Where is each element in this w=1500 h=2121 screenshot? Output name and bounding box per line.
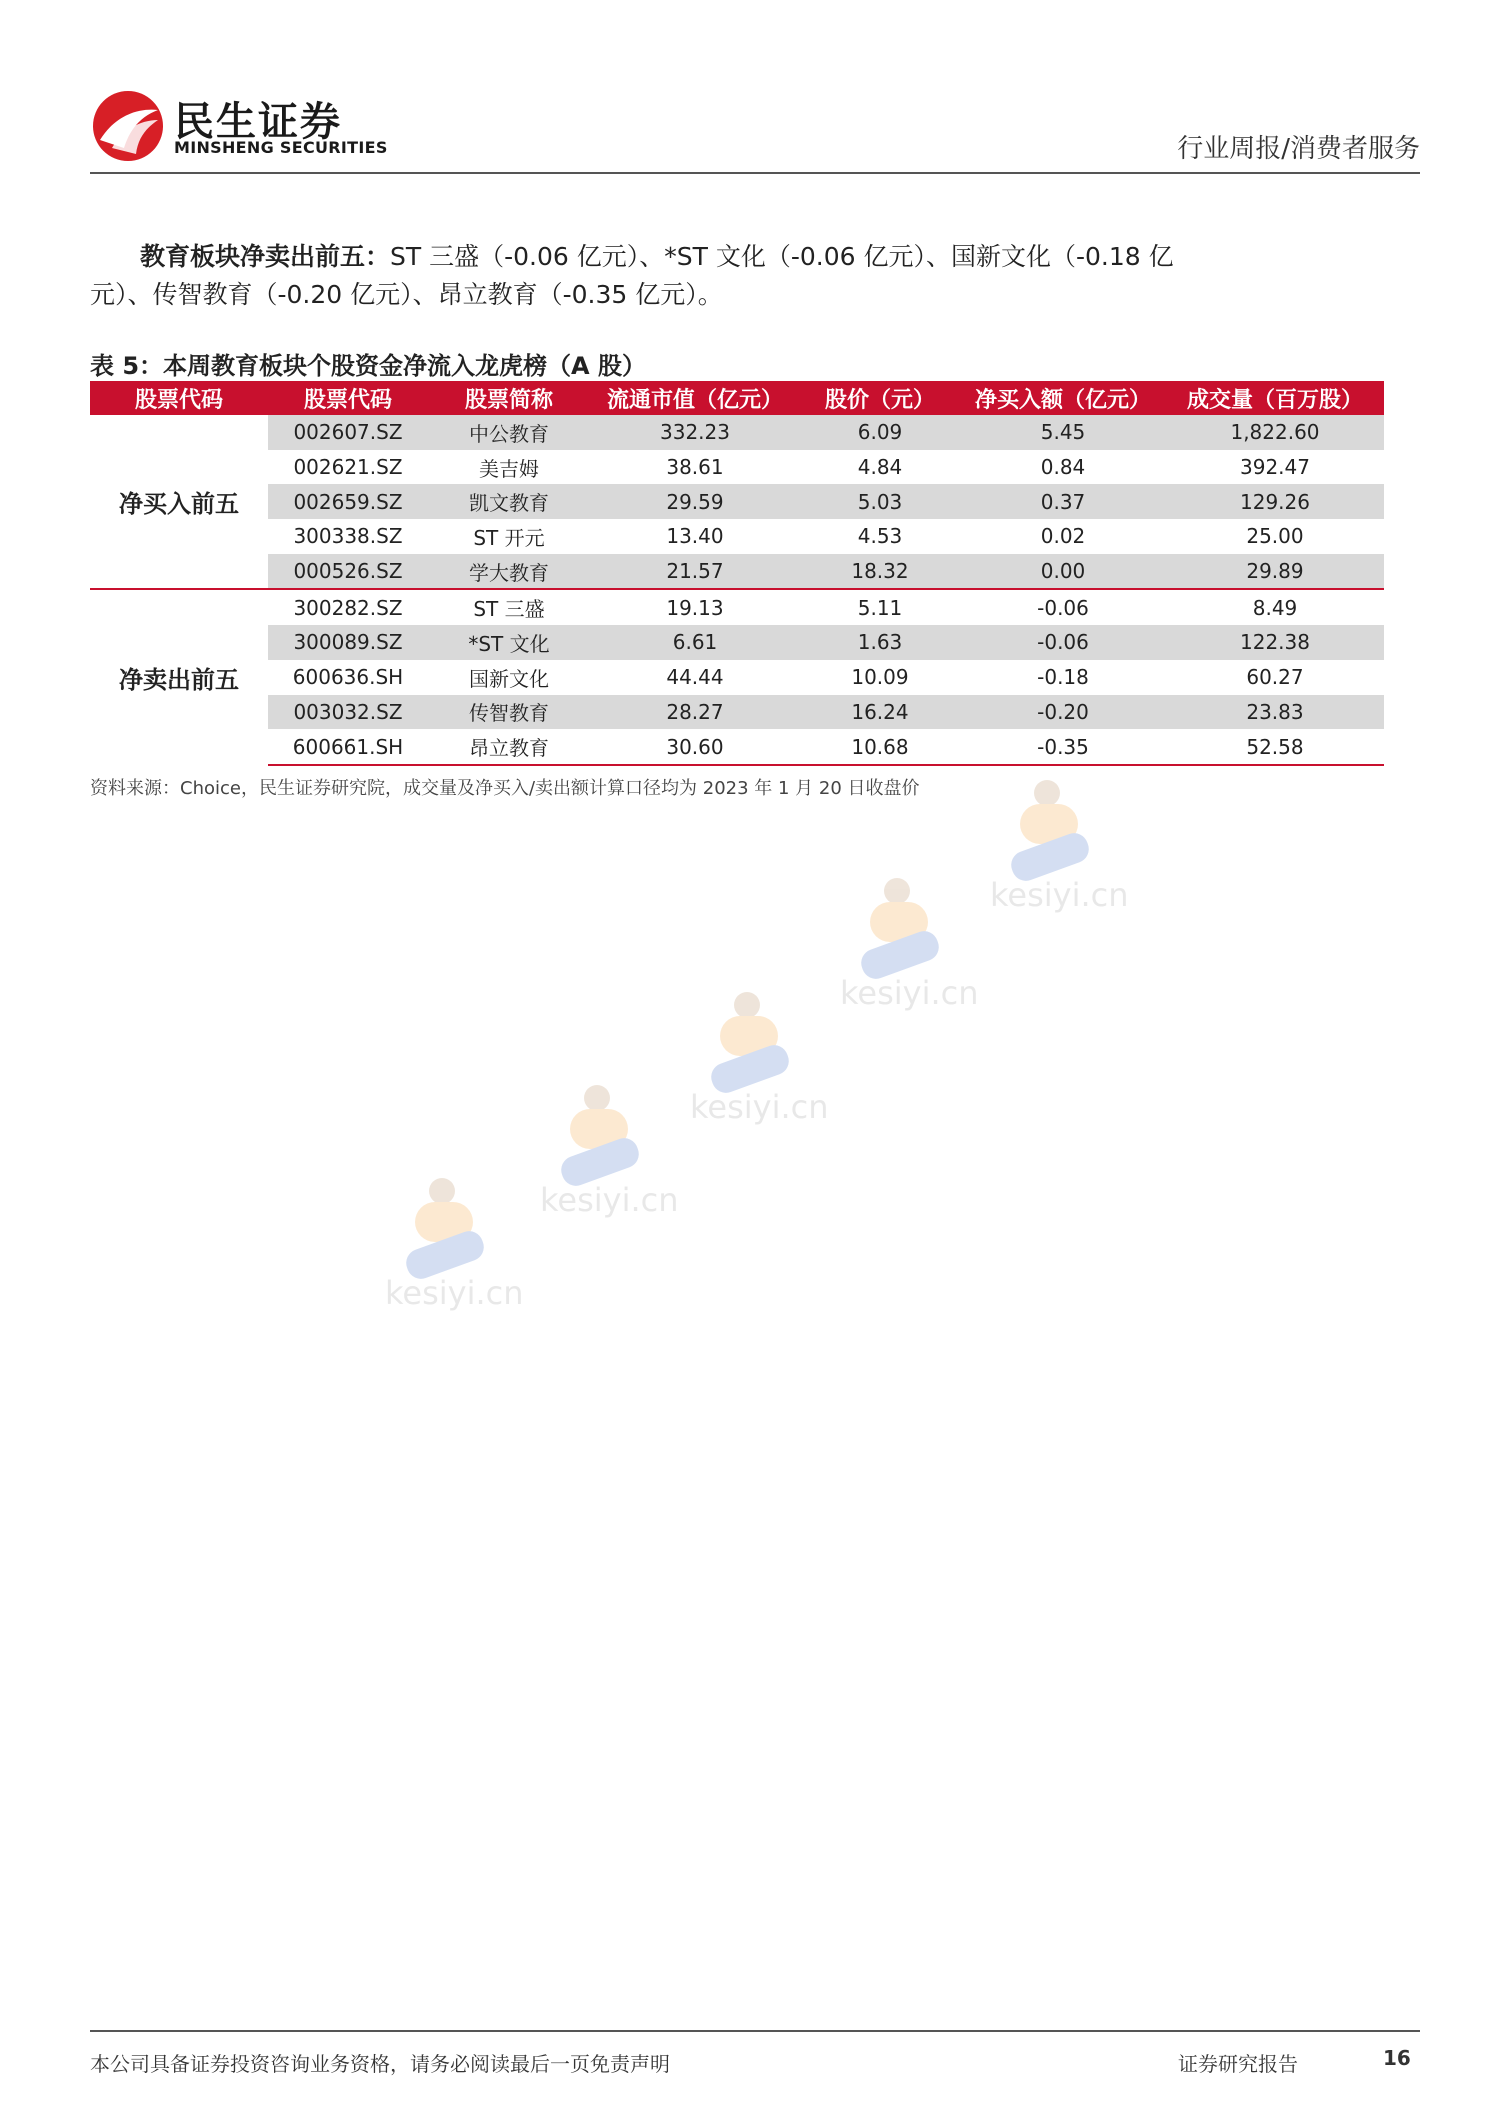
header-divider xyxy=(90,172,1420,174)
float-market-cap: 13.40 xyxy=(666,524,724,549)
share-price: 5.11 xyxy=(800,589,960,625)
table-row xyxy=(90,589,1384,625)
table-row xyxy=(90,450,1384,485)
share-price: 4.53 xyxy=(857,524,903,549)
table-row xyxy=(90,519,1384,554)
table-row xyxy=(90,695,1384,730)
float-market-cap: 6.61 xyxy=(590,625,800,660)
stock-name: 昂立教育 xyxy=(428,729,590,765)
group-label-net-buy: 净买入前五 xyxy=(90,415,268,589)
header-cell: 股价（元） xyxy=(800,381,960,415)
stock-code: 600661.SH xyxy=(268,729,428,765)
watermark-runner-icon xyxy=(840,878,960,988)
page-number: 16 xyxy=(1383,2046,1411,2070)
minsheng-logo-icon xyxy=(90,88,166,164)
table-title: 表 5：本周教育板块个股资金净流入龙虎榜（A 股） xyxy=(90,352,646,380)
stock-code: 002659.SZ xyxy=(268,484,428,519)
summary-paragraph xyxy=(90,238,1200,314)
header-cell: 股票简称 xyxy=(428,381,590,415)
watermark-runner-icon xyxy=(690,992,810,1102)
share-price: 18.32 xyxy=(800,554,960,590)
table-row xyxy=(90,484,1384,519)
header-cell: 流通市值（亿元） xyxy=(590,381,800,415)
net-buy-amount: -0.06 xyxy=(960,625,1166,660)
watermark-text: kesiyi.cn xyxy=(540,1181,679,1219)
watermark xyxy=(385,1178,524,1312)
summary-lead: 教育板块净卖出前五： xyxy=(140,242,391,271)
share-price: 4.84 xyxy=(857,455,903,480)
stock-code: 600636.SH xyxy=(292,665,404,690)
table-row xyxy=(90,625,1384,660)
stock-code: 300282.SZ xyxy=(268,589,428,625)
volume: 25.00 xyxy=(1246,524,1304,549)
net-buy-amount: 0.84 xyxy=(1040,455,1086,480)
page-header xyxy=(90,88,1420,172)
share-price: 10.68 xyxy=(800,729,960,765)
table-header-row xyxy=(90,381,1384,415)
watermark xyxy=(540,1085,679,1219)
volume: 52.58 xyxy=(1166,729,1384,765)
net-buy-amount: 5.45 xyxy=(960,415,1166,450)
dragon-tiger-table xyxy=(90,381,1384,766)
watermark-runner-icon xyxy=(540,1085,660,1195)
volume: 122.38 xyxy=(1166,625,1384,660)
stock-name: 学大教育 xyxy=(428,554,590,590)
float-market-cap: 30.60 xyxy=(590,729,800,765)
net-buy-amount: -0.06 xyxy=(960,589,1166,625)
share-price: 10.09 xyxy=(851,665,909,690)
share-price: 16.24 xyxy=(800,695,960,730)
logo-english-name: MINSHENG SECURITIES xyxy=(174,138,388,157)
report-type: 行业周报/消费者服务 xyxy=(1177,134,1420,164)
stock-name: 美吉姆 xyxy=(479,456,539,481)
minsheng-logo xyxy=(90,88,390,168)
stock-name: ST 三盛 xyxy=(428,589,590,625)
net-buy-amount: 0.00 xyxy=(960,554,1166,590)
stock-name: 中公教育 xyxy=(428,415,590,450)
table-row xyxy=(90,415,1384,450)
table-row xyxy=(90,554,1384,590)
float-market-cap: 28.27 xyxy=(590,695,800,730)
volume: 29.89 xyxy=(1166,554,1384,590)
net-buy-amount: 0.37 xyxy=(960,484,1166,519)
net-buy-amount: -0.18 xyxy=(1037,665,1089,690)
logo-chinese-name: 民生证券 xyxy=(174,99,342,145)
volume: 8.49 xyxy=(1166,589,1384,625)
group-label-net-sell: 净卖出前五 xyxy=(90,589,268,764)
footer-doc-type: 证券研究报告 xyxy=(1178,2052,1298,2076)
net-buy-amount: -0.35 xyxy=(960,729,1166,765)
table-row xyxy=(90,660,1384,695)
watermark xyxy=(840,878,979,1012)
stock-code: 300338.SZ xyxy=(293,524,403,549)
watermark-text: kesiyi.cn xyxy=(690,1088,829,1126)
footer-divider xyxy=(90,2030,1420,2032)
watermark xyxy=(990,780,1129,914)
float-market-cap: 29.59 xyxy=(590,484,800,519)
watermark xyxy=(690,992,829,1126)
stock-name: 凯文教育 xyxy=(428,484,590,519)
float-market-cap: 332.23 xyxy=(590,415,800,450)
watermark-runner-icon xyxy=(990,780,1110,890)
float-market-cap: 19.13 xyxy=(590,589,800,625)
watermark-runner-icon xyxy=(385,1178,505,1288)
float-market-cap: 38.61 xyxy=(666,455,724,480)
net-buy-amount: -0.20 xyxy=(960,695,1166,730)
header-cell: 股票代码 xyxy=(90,381,268,415)
stock-code: 000526.SZ xyxy=(268,554,428,590)
net-buy-amount: 0.02 xyxy=(1040,524,1086,549)
stock-code: 002607.SZ xyxy=(268,415,428,450)
share-price: 1.63 xyxy=(800,625,960,660)
float-market-cap: 44.44 xyxy=(666,665,724,690)
volume: 60.27 xyxy=(1246,665,1304,690)
header-cell: 股票代码 xyxy=(268,381,428,415)
footer-disclaimer: 本公司具备证券投资咨询业务资格，请务必阅读最后一页免责声明 xyxy=(90,2052,670,2076)
watermark-text: kesiyi.cn xyxy=(385,1274,524,1312)
stock-code: 300089.SZ xyxy=(268,625,428,660)
stock-name: ST 开元 xyxy=(473,525,545,550)
volume: 392.47 xyxy=(1240,455,1310,480)
watermark-text: kesiyi.cn xyxy=(990,876,1129,914)
header-cell: 成交量（百万股） xyxy=(1166,381,1384,415)
stock-name: *ST 文化 xyxy=(428,625,590,660)
stock-name: 国新文化 xyxy=(469,666,549,691)
stock-code: 003032.SZ xyxy=(268,695,428,730)
float-market-cap: 21.57 xyxy=(590,554,800,590)
volume: 1,822.60 xyxy=(1166,415,1384,450)
volume: 23.83 xyxy=(1166,695,1384,730)
header-cell: 净买入额（亿元） xyxy=(960,381,1166,415)
summary-body: ST 三盛（-0.06 亿元）、*ST 文化（-0.06 亿元）、国新文化（-0.18 亿元）、传智教育（-0.20 亿元）、昂立教育（-0.35 亿元）。 xyxy=(90,242,1174,309)
share-price: 5.03 xyxy=(800,484,960,519)
share-price: 6.09 xyxy=(800,415,960,450)
watermark-text: kesiyi.cn xyxy=(840,974,979,1012)
stock-name: 传智教育 xyxy=(428,695,590,730)
table-source-note: 资料来源：Choice，民生证券研究院，成交量及净买入/卖出额计算口径均为 2023 年 1 月 20 日收盘价 xyxy=(90,778,920,799)
stock-code: 002621.SZ xyxy=(293,455,403,480)
volume: 129.26 xyxy=(1166,484,1384,519)
table-row xyxy=(90,729,1384,765)
